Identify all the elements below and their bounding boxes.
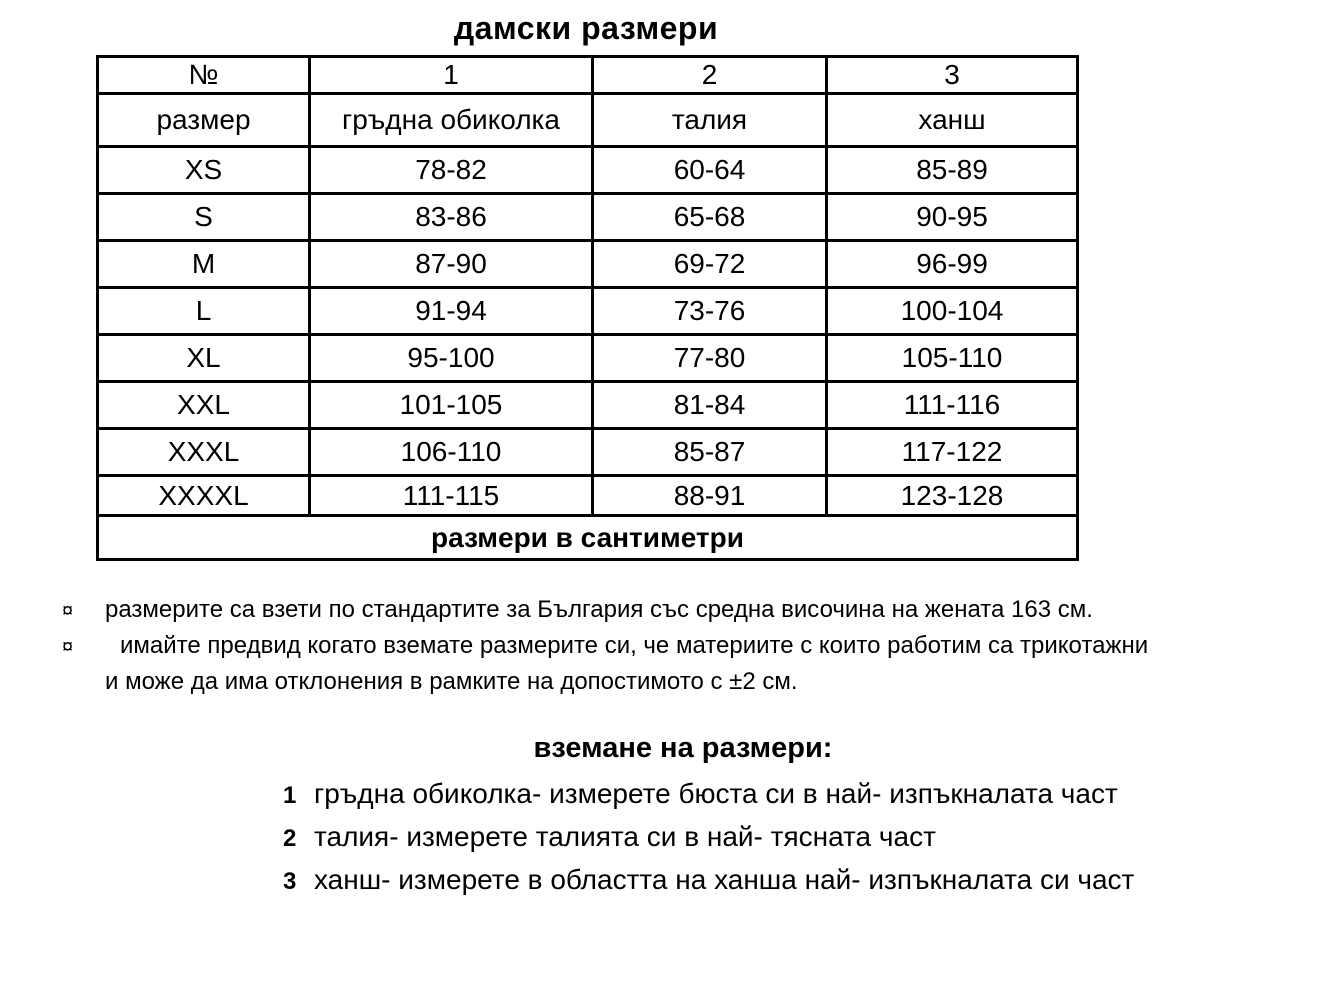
measuring-instructions-section — [283, 732, 1273, 902]
waist-cell: 60-64 — [593, 147, 827, 194]
header-cell-size: размер — [98, 94, 310, 147]
size-row-xs — [98, 147, 1078, 194]
note-text: размерите са взети по стандартите за България със средна височина на жената 163 см. — [105, 596, 1093, 623]
hips-cell: 96-99 — [827, 241, 1078, 288]
measuring-item-chest — [283, 773, 1273, 816]
size-row-s — [98, 194, 1078, 241]
size-row-l — [98, 288, 1078, 335]
waist-cell: 81-84 — [593, 382, 827, 429]
chest-cell: 106-110 — [310, 429, 593, 476]
size-label-cell: S — [98, 194, 310, 241]
waist-cell: 65-68 — [593, 194, 827, 241]
header-cell-waist: талия — [593, 94, 827, 147]
hips-cell: 85-89 — [827, 147, 1078, 194]
chest-cell: 101-105 — [310, 382, 593, 429]
header-cell-col1: 1 — [310, 57, 593, 94]
hips-cell: 100-104 — [827, 288, 1078, 335]
hips-cell: 111-116 — [827, 382, 1078, 429]
size-row-xxxxl — [98, 476, 1078, 516]
chest-cell: 91-94 — [310, 288, 593, 335]
waist-cell: 69-72 — [593, 241, 827, 288]
chest-cell: 78-82 — [310, 147, 593, 194]
size-label-cell: L — [98, 288, 310, 335]
note-item-standards — [62, 592, 1292, 628]
item-text: гръдна обиколка- измерете бюста си в най- изпъкналата част — [314, 778, 1118, 809]
chest-cell: 83-86 — [310, 194, 593, 241]
size-table — [96, 55, 1079, 561]
note-text-line2: и може да има отклонения в рамките на допостимото с ±2 см. — [105, 668, 798, 695]
units-note-cell: размери в сантиметри — [98, 516, 1078, 560]
size-label-cell: XL — [98, 335, 310, 382]
size-label-cell: XS — [98, 147, 310, 194]
item-number: 2 — [283, 825, 297, 852]
currency-bullet-icon: ¤ — [62, 636, 74, 658]
page-title: дамски размери — [453, 10, 719, 46]
size-label-cell: XXXL — [98, 429, 310, 476]
waist-cell: 73-76 — [593, 288, 827, 335]
item-number: 1 — [283, 782, 297, 809]
hips-cell: 90-95 — [827, 194, 1078, 241]
notes-section — [62, 592, 1292, 700]
size-label-cell: XXL — [98, 382, 310, 429]
header-cell-numero: № — [98, 57, 310, 94]
size-row-xl — [98, 335, 1078, 382]
chest-cell: 111-115 — [310, 476, 593, 516]
measuring-heading: вземане на размери: — [533, 732, 833, 764]
note-item-materials — [62, 628, 1292, 700]
size-label-cell: XXXXL — [98, 476, 310, 516]
table-header-number-row — [98, 57, 1078, 94]
hips-cell: 123-128 — [827, 476, 1078, 516]
waist-cell: 88-91 — [593, 476, 827, 516]
table-footer-row — [98, 516, 1078, 560]
table-header-label-row — [98, 94, 1078, 147]
measuring-item-waist — [283, 816, 1273, 859]
header-cell-chest: гръдна обиколка — [310, 94, 593, 147]
size-row-m — [98, 241, 1078, 288]
waist-cell: 85-87 — [593, 429, 827, 476]
size-row-xxl — [98, 382, 1078, 429]
header-cell-hips: ханш — [827, 94, 1078, 147]
header-cell-col2: 2 — [593, 57, 827, 94]
waist-cell: 77-80 — [593, 335, 827, 382]
hips-cell: 105-110 — [827, 335, 1078, 382]
hips-cell: 117-122 — [827, 429, 1078, 476]
item-text: талия- измерете талията си в най- тясната част — [314, 821, 936, 852]
item-text: ханш- измерете в областта на ханша най- изпъкналата си част — [314, 864, 1135, 895]
size-label-cell: M — [98, 241, 310, 288]
measuring-item-hips — [283, 859, 1273, 902]
header-cell-col3: 3 — [827, 57, 1078, 94]
chest-cell: 87-90 — [310, 241, 593, 288]
item-number: 3 — [283, 868, 297, 895]
currency-bullet-icon: ¤ — [62, 600, 74, 622]
note-text-line1: имайте предвид когато вземате размерите си, че материите с които работим са трикотажни — [120, 632, 1149, 659]
chest-cell: 95-100 — [310, 335, 593, 382]
size-row-xxxl — [98, 429, 1078, 476]
